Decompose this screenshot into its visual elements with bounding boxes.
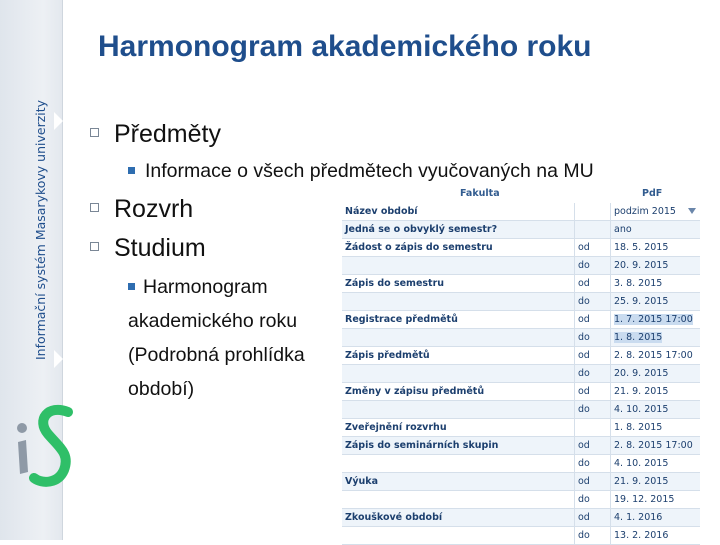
range-label: do <box>578 260 590 271</box>
range-label: do <box>578 494 590 505</box>
table-row <box>342 473 700 491</box>
column-divider <box>574 203 575 220</box>
table-row <box>342 437 700 455</box>
period-value: 4. 1. 2016 <box>614 512 663 523</box>
table-row <box>342 275 700 293</box>
column-divider <box>574 275 575 292</box>
table-row <box>342 455 700 473</box>
column-divider <box>574 257 575 274</box>
period-name: Registrace předmětů <box>345 314 458 325</box>
table-header <box>342 186 700 202</box>
is-logo <box>8 398 82 490</box>
page-title: Harmonogram akademického roku <box>98 30 592 63</box>
range-label: od <box>578 386 590 397</box>
column-divider <box>610 473 611 490</box>
table-row <box>342 509 700 527</box>
period-value: 1. 8. 2015 <box>614 422 663 433</box>
period-name: Zkouškové období <box>345 512 443 523</box>
column-divider <box>574 491 575 508</box>
column-divider <box>574 239 575 256</box>
range-label: od <box>578 242 590 253</box>
sidebar-notch-arrow <box>54 112 63 130</box>
bullet-square-icon <box>90 203 99 212</box>
range-label: od <box>578 440 590 451</box>
bullet-square-icon <box>90 242 99 251</box>
bullet-square-icon <box>90 128 99 137</box>
bullet-harmonogram <box>128 270 333 406</box>
range-label: od <box>578 314 590 325</box>
period-value: 19. 12. 2015 <box>614 494 675 505</box>
column-divider <box>574 383 575 400</box>
column-divider <box>574 509 575 526</box>
column-divider <box>574 527 575 544</box>
column-divider <box>610 527 611 544</box>
period-value: 3. 8. 2015 <box>614 278 663 289</box>
column-divider <box>574 473 575 490</box>
period-name: Změny v zápisu předmětů <box>345 386 485 397</box>
bullet-square-icon <box>128 167 135 174</box>
bullet-label: Harmonogram akademického roku (Podrobná prohlídka období) <box>128 276 305 400</box>
table-row <box>342 257 700 275</box>
range-label: do <box>578 368 590 379</box>
period-value: 18. 5. 2015 <box>614 242 669 253</box>
period-value: 1. 8. 2015 <box>614 332 663 343</box>
period-name: Jedná se o obvyklý semestr? <box>345 224 498 235</box>
column-divider <box>610 437 611 454</box>
column-divider <box>610 419 611 436</box>
column-divider <box>610 329 611 346</box>
column-divider <box>610 293 611 310</box>
harmonogram-table-screenshot <box>342 186 700 540</box>
column-divider <box>574 419 575 436</box>
column-divider <box>574 293 575 310</box>
table-row <box>342 293 700 311</box>
column-divider <box>610 365 611 382</box>
period-name: Zápis do semestru <box>345 278 445 289</box>
period-name: Žádost o zápis do semestru <box>345 242 493 253</box>
table-row <box>342 383 700 401</box>
column-divider <box>610 257 611 274</box>
bullet-label: Předměty <box>114 120 221 148</box>
column-divider <box>610 509 611 526</box>
column-divider <box>610 347 611 364</box>
range-label: do <box>578 296 590 307</box>
column-header-pdf: PdF <box>642 188 663 199</box>
table-row <box>342 365 700 383</box>
period-value: 4. 10. 2015 <box>614 458 669 469</box>
period-name: Zveřejnění rozvrhu <box>345 422 447 433</box>
period-value: 13. 2. 2016 <box>614 530 669 541</box>
range-label: od <box>578 350 590 361</box>
column-divider <box>574 455 575 472</box>
period-name: Výuka <box>345 476 379 487</box>
column-divider <box>610 203 611 220</box>
bullet-rozvrh <box>90 195 193 224</box>
table-row <box>342 203 700 221</box>
period-value: 4. 10. 2015 <box>614 404 669 415</box>
table-row <box>342 401 700 419</box>
sidebar-notch-arrow <box>54 350 63 368</box>
range-label: do <box>578 404 590 415</box>
dropdown-caret-icon[interactable] <box>688 208 696 214</box>
period-name: Zápis do seminárních skupin <box>345 440 499 451</box>
bullet-studium <box>90 234 206 263</box>
period-value: 20. 9. 2015 <box>614 260 669 271</box>
period-name: Název období <box>345 206 418 217</box>
bullet-label: Studium <box>114 234 206 262</box>
range-label: do <box>578 458 590 469</box>
period-value: 20. 9. 2015 <box>614 368 669 379</box>
column-divider <box>574 221 575 238</box>
range-label: od <box>578 476 590 487</box>
column-divider <box>574 311 575 328</box>
column-divider <box>574 401 575 418</box>
column-divider <box>574 347 575 364</box>
column-divider <box>610 239 611 256</box>
bullet-label: Informace o všech předmětech vyučovaných na MU <box>145 160 594 182</box>
bullet-label: Rozvrh <box>114 195 194 223</box>
period-value: 2. 8. 2015 17:00 <box>614 350 693 361</box>
table-row <box>342 527 700 545</box>
column-divider <box>610 275 611 292</box>
period-value: 21. 9. 2015 <box>614 476 669 487</box>
column-divider <box>610 491 611 508</box>
table-row <box>342 239 700 257</box>
column-divider <box>574 437 575 454</box>
column-divider <box>610 383 611 400</box>
table-row <box>342 419 700 437</box>
column-divider <box>574 329 575 346</box>
column-divider <box>610 221 611 238</box>
column-divider <box>610 311 611 328</box>
range-label: od <box>578 278 590 289</box>
period-value: ano <box>614 224 632 235</box>
range-label: od <box>578 512 590 523</box>
bullet-informace <box>128 160 594 183</box>
table-row <box>342 347 700 365</box>
period-value: podzim 2015 <box>614 206 676 217</box>
range-label: do <box>578 332 590 343</box>
table-row <box>342 491 700 509</box>
column-divider <box>574 365 575 382</box>
period-value: 1. 7. 2015 17:00 <box>614 314 693 325</box>
column-header-fakulta: Fakulta <box>460 188 500 199</box>
range-label: do <box>578 530 590 541</box>
column-divider <box>610 401 611 418</box>
period-value: 21. 9. 2015 <box>614 386 669 397</box>
table-row <box>342 311 700 329</box>
period-name: Zápis předmětů <box>345 350 430 361</box>
table-row <box>342 329 700 347</box>
bullet-square-icon <box>128 283 135 290</box>
period-value: 25. 9. 2015 <box>614 296 669 307</box>
column-divider <box>610 455 611 472</box>
period-value: 2. 8. 2015 17:00 <box>614 440 693 451</box>
bullet-predmety <box>90 120 221 149</box>
table-row <box>342 221 700 239</box>
sidebar-vertical-label: Informační systém Masarykovy univerzity <box>33 99 48 360</box>
